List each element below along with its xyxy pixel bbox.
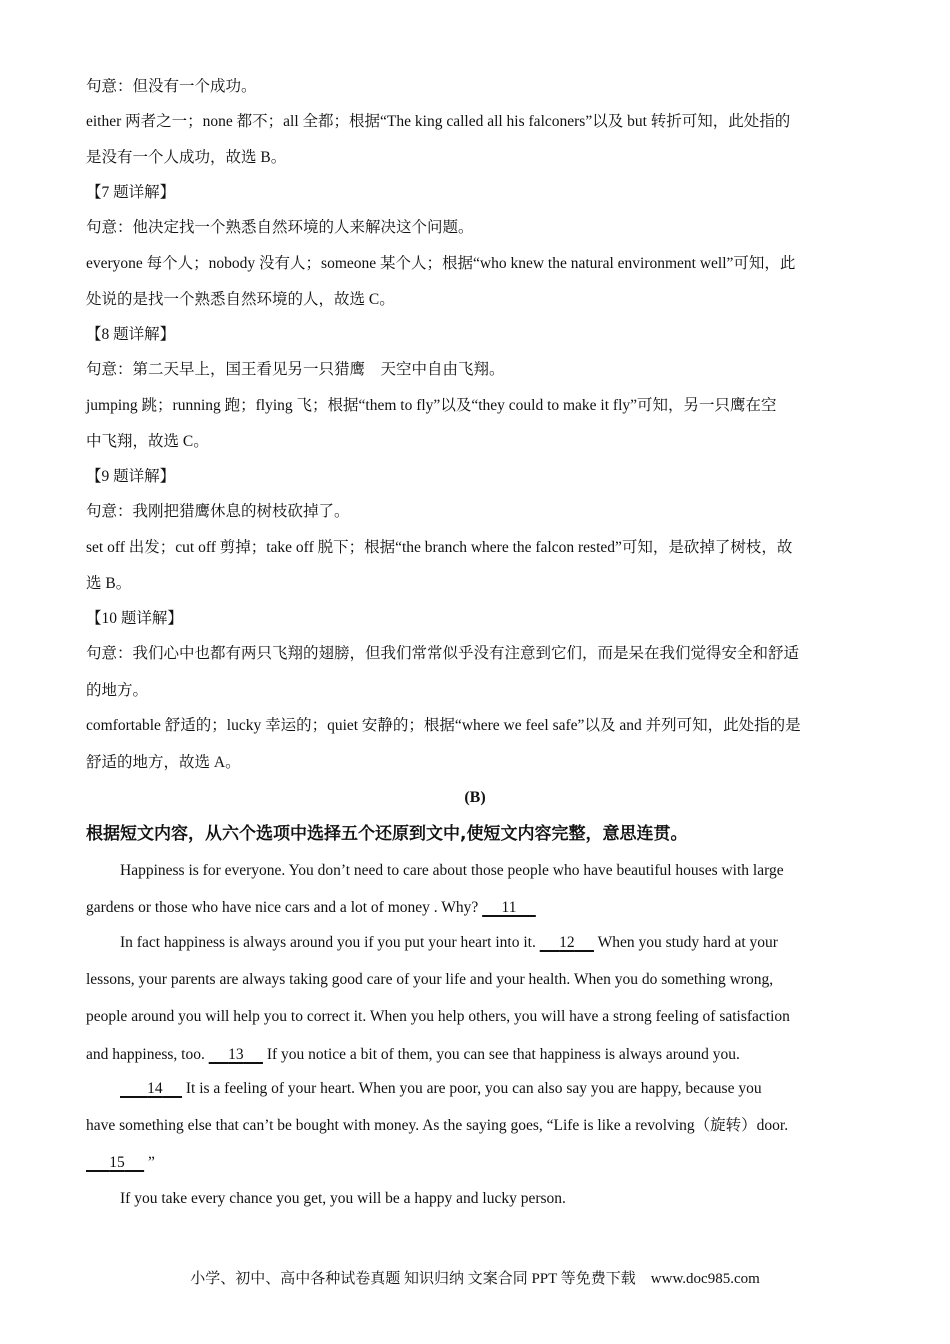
text-line: either 两者之一；none 都不；all 全都；根据“The king called all his falconers”以及 but 转折可知，此处指的 xyxy=(86,113,791,130)
question-heading: 【8 题详解】 xyxy=(86,326,176,343)
text-line: 处说的是找一个熟悉自然环境的人，故选 C。 xyxy=(86,291,395,308)
answer-blank-15: 15 xyxy=(109,1154,125,1171)
section-title: (B) xyxy=(464,789,486,806)
passage-text: gardens or those who have nice cars and a lot of money . Why? xyxy=(86,899,479,916)
passage-line: lessons, your parents are always taking good care of your life and your health. When you do something wrong, xyxy=(86,971,774,988)
answer-blank-14: 14 xyxy=(147,1080,163,1097)
text-line: 句意：但没有一个成功。 xyxy=(86,78,257,95)
text-line: 是没有一个人成功，故选 B。 xyxy=(86,149,287,166)
text-line: everyone 每个人；nobody 没有人；someone 某个人；根据“who knew the natural environment well”可知，此 xyxy=(86,255,796,272)
passage-line xyxy=(86,1153,155,1173)
passage-line xyxy=(86,898,536,918)
passage-text: It is a feeling of your heart. When you are poor, you can also say you are happy, because you xyxy=(185,1080,762,1097)
instruction: 根据短文内容，从六个选项中选择五个还原到文中,使短文内容完整，意思连贯。 xyxy=(86,824,688,844)
question-heading: 【10 题详解】 xyxy=(86,610,183,627)
text-line: comfortable 舒适的；lucky 幸运的；quiet 安静的；根据“where we feel safe”以及 and 并列可知，此处指的是 xyxy=(86,717,801,734)
passage-text: In fact happiness is always around you if you put your heart into it. xyxy=(120,934,536,951)
passage-line xyxy=(120,1079,762,1099)
passage-text: ” xyxy=(148,1154,155,1171)
answer-blank-11: 11 xyxy=(501,899,517,916)
page-footer: 小学、初中、高中各种试卷真题 知识归纳 文案合同 PPT 等免费下载 www.doc985.com xyxy=(190,1271,760,1287)
text-line: jumping 跳；running 跑；flying 飞；根据“them to fly”以及“they could to make it fly”可知，另一只鹰在空 xyxy=(86,397,777,414)
passage-line xyxy=(86,1045,740,1065)
passage-line xyxy=(120,933,778,953)
passage-text: If you notice a bit of them, you can see that happiness is always around you. xyxy=(266,1046,740,1063)
passage-line: Happiness is for everyone. You don’t need to care about those people who have beautiful houses with large xyxy=(120,862,784,879)
passage-text: When you study hard at your xyxy=(597,934,778,951)
text-line: set off 出发；cut off 剪掉；take off 脱下；根据“the branch where the falcon rested”可知，是砍掉了树枝，故 xyxy=(86,539,793,556)
text-line: 中飞翔，故选 C。 xyxy=(86,433,209,450)
answer-blank-12: 12 xyxy=(559,934,575,951)
question-heading: 【7 题详解】 xyxy=(86,184,176,201)
text-line: 句意：我们心中也都有两只飞翔的翅膀，但我们常常似乎没有注意到它们，而是呆在我们觉得安全和舒适 xyxy=(86,645,800,662)
text-line: 句意：我刚把猎鹰休息的树枝砍掉了。 xyxy=(86,503,350,520)
text-line: 舒适的地方，故选 A。 xyxy=(86,754,241,771)
passage-text: and happiness, too. xyxy=(86,1046,205,1063)
text-line: 句意：他决定找一个熟悉自然环境的人来解决这个问题。 xyxy=(86,219,474,236)
question-heading: 【9 题详解】 xyxy=(86,468,176,485)
passage-line: have something else that can’t be bought with money. As the saying goes, “Life is like a revolving（旋转）door. xyxy=(86,1117,789,1134)
text-line: 选 B。 xyxy=(86,575,132,592)
passage-line: If you take every chance you get, you will be a happy and lucky person. xyxy=(120,1190,566,1207)
text-line: 句意：第二天早上，国王看见另一只猎鹰 天空中自由飞翔。 xyxy=(86,361,505,378)
passage-line: people around you will help you to correct it. When you help others, you will have a strong feeling of satisfaction xyxy=(86,1008,790,1025)
answer-blank-13: 13 xyxy=(228,1046,244,1063)
text-line: 的地方。 xyxy=(86,682,149,699)
